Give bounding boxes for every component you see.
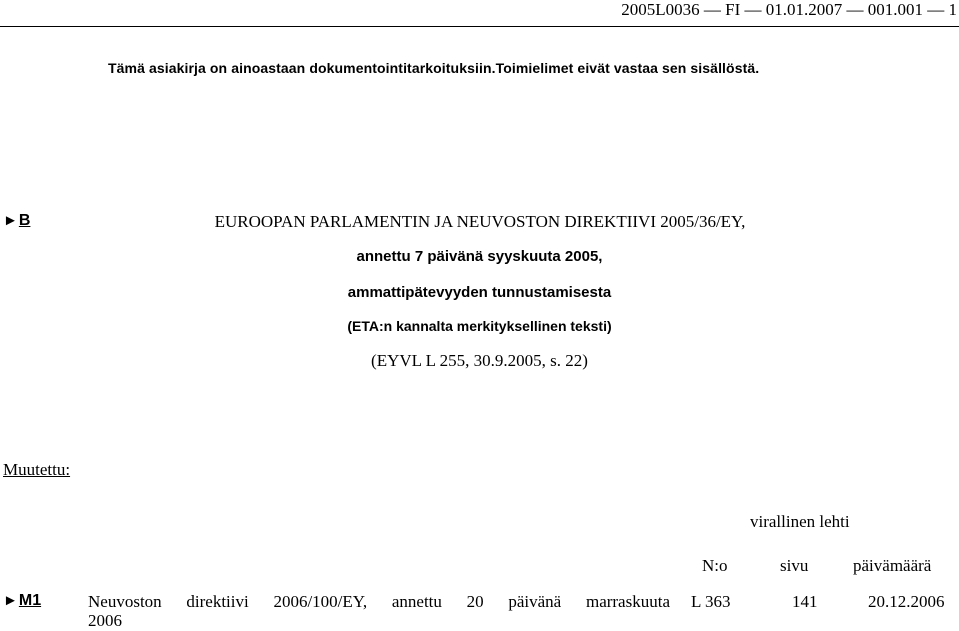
amendment-oj-date: 20.12.2006 [868,592,945,611]
column-header-number: N:o [702,556,728,575]
official-journal-heading: virallinen lehti [750,512,850,531]
eea-relevance-line: (ETA:n kannalta merkityksellinen teksti) [347,318,612,334]
document-title-text: EUROOPAN PARLAMENTIN JA NEUVOSTON DIREKTIIVI 2005/36/EY, [214,212,746,231]
amendment-marker-m1[interactable] [3,592,41,610]
amended-heading: Muutettu: [3,460,71,479]
column-header-page: sivu [780,556,809,575]
triangle-right-icon: ► [3,212,18,229]
amendment-description-continued: 2006 [88,611,122,630]
base-marker-label: B [18,212,31,229]
column-header-date: päivämäärä [853,556,932,575]
amendment-description: Neuvoston direktiivi 2006/100/EY, annettu 20 päivänä marraskuuta [88,592,670,611]
document-date-line: annettu 7 päivänä syyskuuta 2005, [356,248,603,265]
amendment-oj-number: L 363 [691,592,731,611]
disclaimer: Tämä asiakirja on ainoastaan dokumentointitarkoituksiin.Toimielimet eivät vastaa sen sisällöstä. [108,60,760,76]
document-title [0,212,959,232]
amendment-marker-label: M1 [18,592,42,609]
oj-reference: (EYVL L 255, 30.9.2005, s. 22) [371,351,588,370]
header-rule [0,26,959,27]
running-head: 2005L0036 — FI — 01.01.2007 — 001.001 — 1 [621,0,957,19]
amendment-oj-page: 141 [792,592,818,611]
document-subject-line: ammattipätevyyden tunnustamisesta [347,284,612,301]
triangle-right-icon: ► [3,592,18,609]
